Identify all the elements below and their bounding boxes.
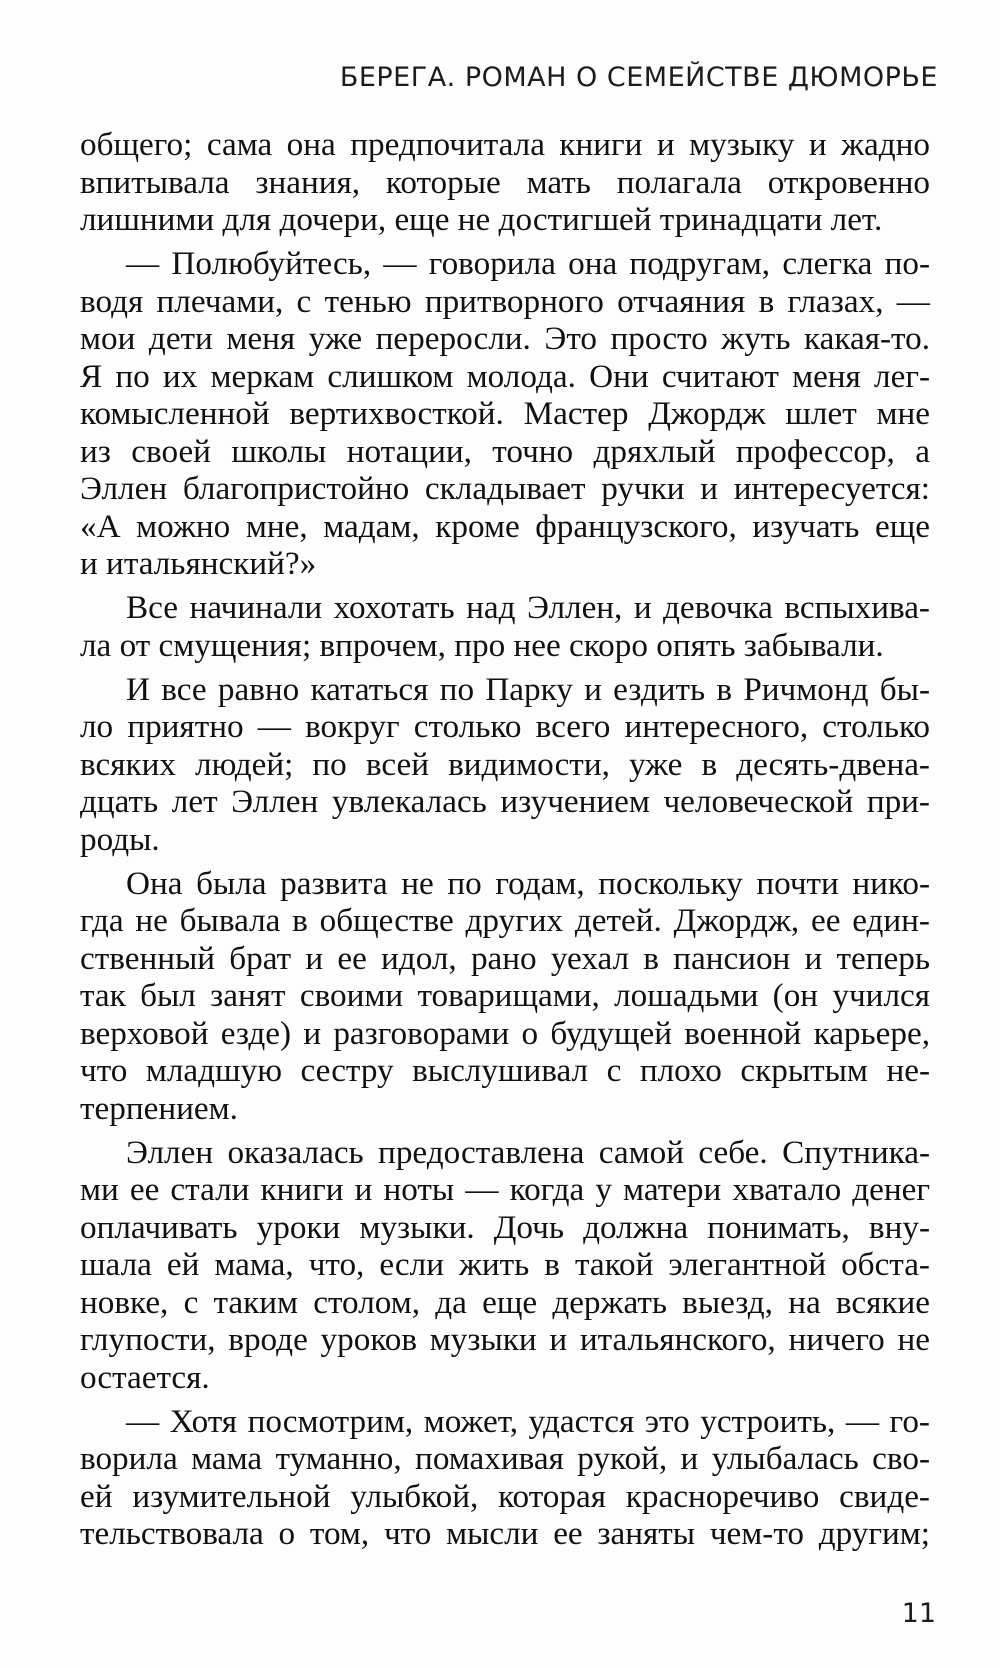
text-line: дцать лет Эллен увлекалась изучением человеческой при-: [80, 783, 930, 820]
text-line: Эллен благопристойно складывает ручки и интересуется:: [80, 470, 930, 507]
text-line: из своей школы нотации, точно дряхлый профессор, а: [80, 432, 930, 470]
text-line: — Полюбуйтесь, — говорила она подругам, слегка по-: [126, 245, 930, 282]
text-line: лишними для дочери, еще не достигшей тринадцати лет.: [80, 201, 883, 238]
text-line: так был занят своими товарищами, лошадьми (он учился: [80, 977, 930, 1014]
text-line: И все равно кататься по Парку и ездить в Ричмонд бы-: [126, 670, 930, 708]
page-number: 11: [901, 1598, 936, 1629]
text-line: что младшую сестру выслушивал с плохо скрытым не-: [80, 1052, 930, 1089]
text-line: комысленной вертихвосткой. Мастер Джордж шлет мне: [80, 395, 930, 432]
text-line: новке, с таким столом, да еще держать выезд, на всякие: [80, 1283, 930, 1321]
text-line: ла от смущения; впрочем, про нее скоро опять забывали.: [80, 626, 884, 664]
text-line: Она была развита не по годам, поскольку почти нико-: [126, 864, 930, 902]
text-line: Эллен оказалась предоставлена самой себе. Спутника-: [126, 1133, 930, 1171]
text-line: водя плечами, с тенью притворного отчаяния в глазах, —: [80, 282, 930, 320]
text-line: ми ее стали книги и ноты — когда у матери хватало денег: [80, 1171, 930, 1208]
text-line: и итальянский?»: [80, 545, 317, 582]
text-line: гда не бывала в обществе других детей. Джордж, ее един-: [80, 902, 930, 939]
text-line: всяких людей; по всей видимости, уже в десять-двена-: [80, 745, 930, 783]
text-line: — Хотя посмотрим, может, удастся это устроить, — го-: [126, 1402, 930, 1440]
text-line: «А можно мне, мадам, кроме французского, изучать еще: [80, 507, 930, 545]
text-line: глупости, вроде уроков музыки и итальянского, ничего не: [80, 1321, 930, 1358]
text-line: терпением.: [80, 1089, 238, 1127]
text-line: мои дети меня уже переросли. Это просто жуть какая-то.: [80, 320, 930, 357]
running-title: БЕРЕГА. РОМАН О СЕМЕЙСТВЕ ДЮМОРЬЕ: [339, 62, 938, 93]
text-line: роды.: [80, 820, 160, 858]
text-line: ворила мама туманно, помахивая рукой, и улыбалась сво-: [80, 1440, 930, 1477]
text-line: впитывала знания, которые мать полагала откровенно: [80, 163, 930, 201]
text-line: общего; сама она предпочитала книги и музыку и жадно: [80, 126, 930, 163]
text-line: оплачивать уроки музыки. Дочь должна понимать, вну-: [80, 1208, 930, 1246]
text-line: ло приятно — вокруг столько всего интересного, столько: [80, 708, 930, 745]
text-line: Все начинали хохотать над Эллен, и девочка вспыхива-: [126, 589, 930, 626]
text-line: ственный брат и ее идол, рано уехал в пансион и теперь: [80, 939, 930, 977]
text-line: верховой езде) и разговорами о будущей военной карьере,: [80, 1014, 930, 1052]
text-line: остается.: [80, 1358, 210, 1396]
text-line: тельствовала о том, что мысли ее заняты чем-то другим;: [80, 1515, 930, 1552]
text-line: шала ей мама, что, если жить в такой элегантной обста-: [80, 1246, 930, 1283]
text-line: Я по их меркам слишком молода. Они считают меня лег-: [80, 357, 930, 395]
body-text: [80, 126, 930, 1553]
text-line: ей изумительной улыбкой, которая красноречиво свиде-: [80, 1477, 930, 1515]
